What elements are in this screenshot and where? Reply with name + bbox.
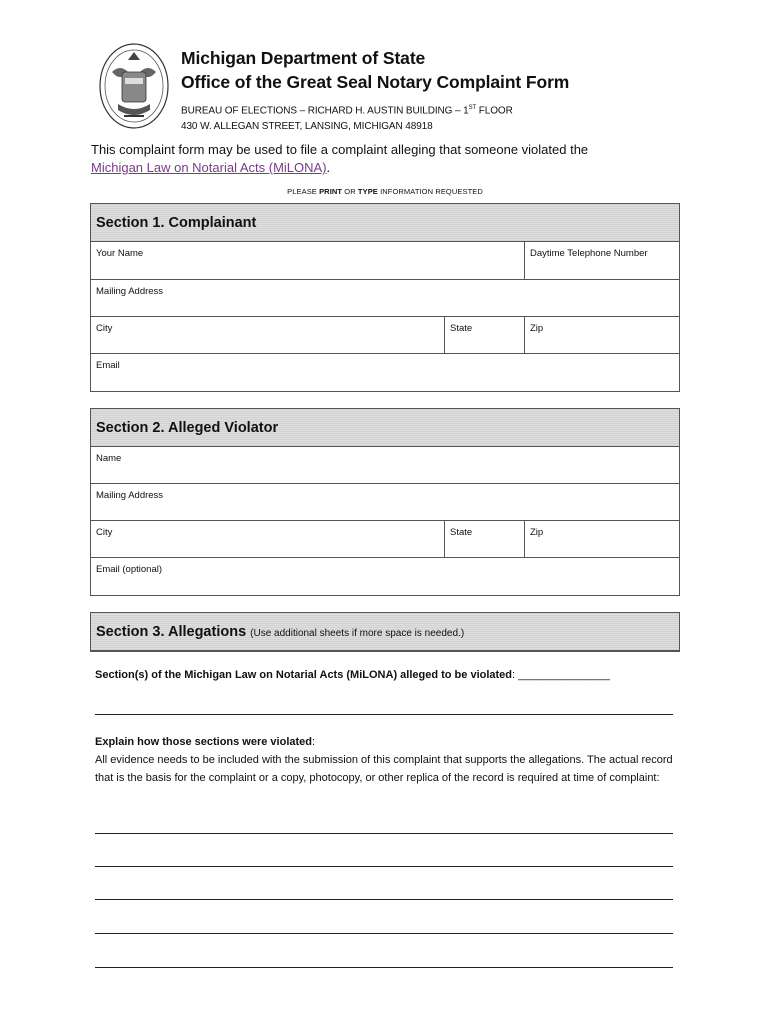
answer-line[interactable] <box>95 866 673 867</box>
explain-instructions: Explain how those sections were violated: All evidence needs to be included with the submission of this complaint that supports the allegations. The actual record that is the basis for the complaint or a copy, photocopy, or other replica of the record is required at time of complaint: <box>95 736 673 784</box>
section-allegations <box>90 612 680 652</box>
complainant-email-field[interactable]: Email <box>96 360 120 371</box>
department-title: Michigan Department of State <box>181 48 426 68</box>
complainant-city-field[interactable]: City <box>96 323 113 334</box>
street-address: 430 W. ALLEGAN STREET, LANSING, MICHIGAN 48918 <box>181 121 433 133</box>
print-instruction: PLEASE PRINT OR TYPE INFORMATION REQUESTED <box>287 187 483 196</box>
violator-state-field[interactable]: State <box>444 521 524 557</box>
violator-address-field[interactable]: Mailing Address <box>96 490 164 501</box>
section-header <box>91 409 679 447</box>
answer-line[interactable] <box>95 967 673 968</box>
answer-line[interactable] <box>95 899 673 900</box>
complainant-phone-field[interactable]: Daytime Telephone Number <box>524 242 679 279</box>
violator-email-field[interactable]: Email (optional) <box>96 564 162 575</box>
answer-line[interactable] <box>95 933 673 934</box>
section-note: (Use additional sheets if more space is needed.) <box>250 627 465 639</box>
michigan-great-seal <box>98 42 170 130</box>
section-header <box>91 204 679 242</box>
complainant-name-field[interactable]: Your Name <box>96 248 144 259</box>
section-complainant <box>90 203 680 392</box>
violator-city-field[interactable]: City <box>96 527 113 538</box>
complainant-state-field[interactable]: State <box>444 317 524 353</box>
complainant-address-field[interactable]: Mailing Address <box>96 286 164 297</box>
answer-line[interactable] <box>95 833 673 834</box>
section-alleged-violator <box>90 408 680 596</box>
section-title: Section 2. Alleged Violator <box>96 419 279 436</box>
bureau-address: BUREAU OF ELECTIONS – RICHARD H. AUSTIN BUILDING – 1ST FLOOR <box>181 105 513 117</box>
section-title: Section 3. Allegations <box>96 623 247 640</box>
answer-line[interactable] <box>95 714 673 715</box>
intro-text: This complaint form may be used to file a complaint alleging that someone violated the Michigan Law on Notarial Acts (MiLONA). <box>91 142 589 175</box>
violator-zip-field[interactable]: Zip <box>524 521 679 557</box>
violator-name-field[interactable]: Name <box>96 453 122 464</box>
form-header <box>181 46 569 135</box>
milona-link[interactable]: Michigan Law on Notarial Acts (MiLONA) <box>91 160 327 175</box>
section-header <box>91 613 679 651</box>
section-title: Section 1. Complainant <box>96 214 257 231</box>
violated-sections-question: Section(s) of the Michigan Law on Notarial Acts (MiLONA) alleged to be violated: _______________ <box>95 669 610 681</box>
complainant-zip-field[interactable]: Zip <box>524 317 679 353</box>
form-title: Office of the Great Seal Notary Complaint Form <box>181 72 570 92</box>
